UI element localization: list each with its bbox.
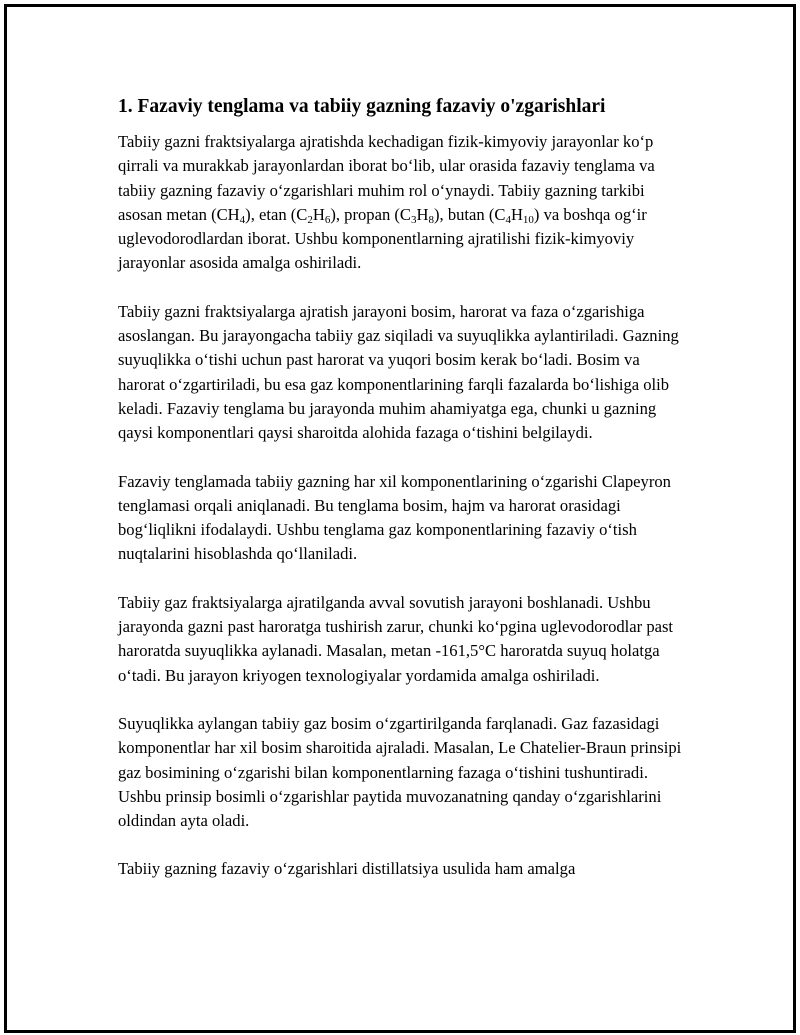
paragraph-3: Fazaviy tenglamada tabiiy gazning har xil komponentlarining o‘zgarishi Clapeyron tenglamasi orqali aniqlanadi. Bu tenglama bosim, hajm va harorat orasidagi bog‘liqlikni ifodalaydi. Ushbu tenglama gaz komponentlarining fazaviy o‘tish nuqtalarini hisoblashda qo‘llaniladi. [118, 471, 671, 564]
paragraph-4: Tabiiy gaz fraktsiyalarga ajratilganda avval sovutish jarayoni boshlanadi. Ushbu jarayonda gazni past haroratga tushirish zarur, chunki ko‘pgina uglevodorodlar past haroratda suyuqlikka aylanadi. Masalan, metan -161,5°C haroratda suyuq holatga o‘tadi. Bu jarayon kriyogen texnologiyalar yordamida amalga oshiriladi. [118, 592, 674, 685]
paragraph-1-text-h: ) va boshqa og‘ir uglevodorodlardan iborat. Ushbu komponentlarning ajratilishi fizik-kimyoviy jarayonlar asosida amalga oshiriladi. [118, 204, 647, 273]
paragraph-1-text-f: ), butan (C [434, 204, 506, 224]
paragraph-1 [118, 130, 690, 276]
subscript: 3 [411, 213, 417, 226]
subscript: 10 [522, 213, 534, 226]
section-heading: 1. Fazaviy tenglama va tabiiy gazning fazaviy o'zgarishlari [118, 96, 606, 117]
paragraph-6: Tabiiy gazning fazaviy o‘zgarishlari distillatsiya usulida ham amalga [118, 859, 576, 879]
subscript: 4 [505, 213, 511, 226]
paragraph-1-text-g: H [510, 204, 523, 224]
subscript: 2 [307, 213, 313, 226]
subscript: 4 [239, 213, 246, 226]
paragraph-5: Suyuqlikka aylangan tabiiy gaz bosim o‘zgartirilganda farqlanadi. Gaz fazasidagi komponentlar har xil bosim sharoitida ajraladi. Masalan, Le Chatelier-Braun prinsipi gaz bosimining o‘zgarishi bilan komponentlarning fazaga o‘tishini tushuntiradi. Ushbu prinsip bosimli o‘zgarishlar paytida muvozanatning qanday o‘zgarishlarini oldindan ayta oladi. [118, 713, 682, 831]
paragraph-1-text-b: ), etan (C [245, 204, 308, 224]
paragraph-1-text-e: H [416, 204, 429, 224]
paragraph-2: Tabiiy gazni fraktsiyalarga ajratish jarayoni bosim, harorat va faza o‘zgarishiga asoslangan. Bu jarayongacha tabiiy gaz siqiladi va suyuqlikka aylantiriladi. Gazning suyuqlikka o‘tishi uchun past harorat va yuqori bosim kerak bo‘ladi. Bosim va harorat o‘zgartiriladi, bu esa gaz komponentlarining farqli fazalarda bo‘lishiga olib keladi. Fazaviy tenglama bu jarayonda muhim ahamiyatga ega, chunki u gazning qaysi komponentlari qaysi sharoitda alohida fazaga o‘tishini belgilaydi. [118, 301, 679, 443]
paragraph-1-text-a: Tabiiy gazni fraktsiyalarga ajratishda kechadigan fizik-kimyoviy jarayonlar ko‘p qirrali va murakkab jarayonlardan iborat bo‘lib, ular orasida fazaviy tenglama va tabiiy gazning fazaviy o‘zgarishlari muhim rol o‘ynaydi. Tabiiy gazning tarkibi asosan metan (CH [118, 132, 655, 224]
subscript: 8 [428, 213, 434, 226]
paragraph-1-text-d: ), propan (C [330, 204, 412, 224]
subscript: 6 [324, 213, 331, 226]
document-body [118, 94, 690, 906]
paragraph-1-text-c: H [312, 204, 325, 224]
